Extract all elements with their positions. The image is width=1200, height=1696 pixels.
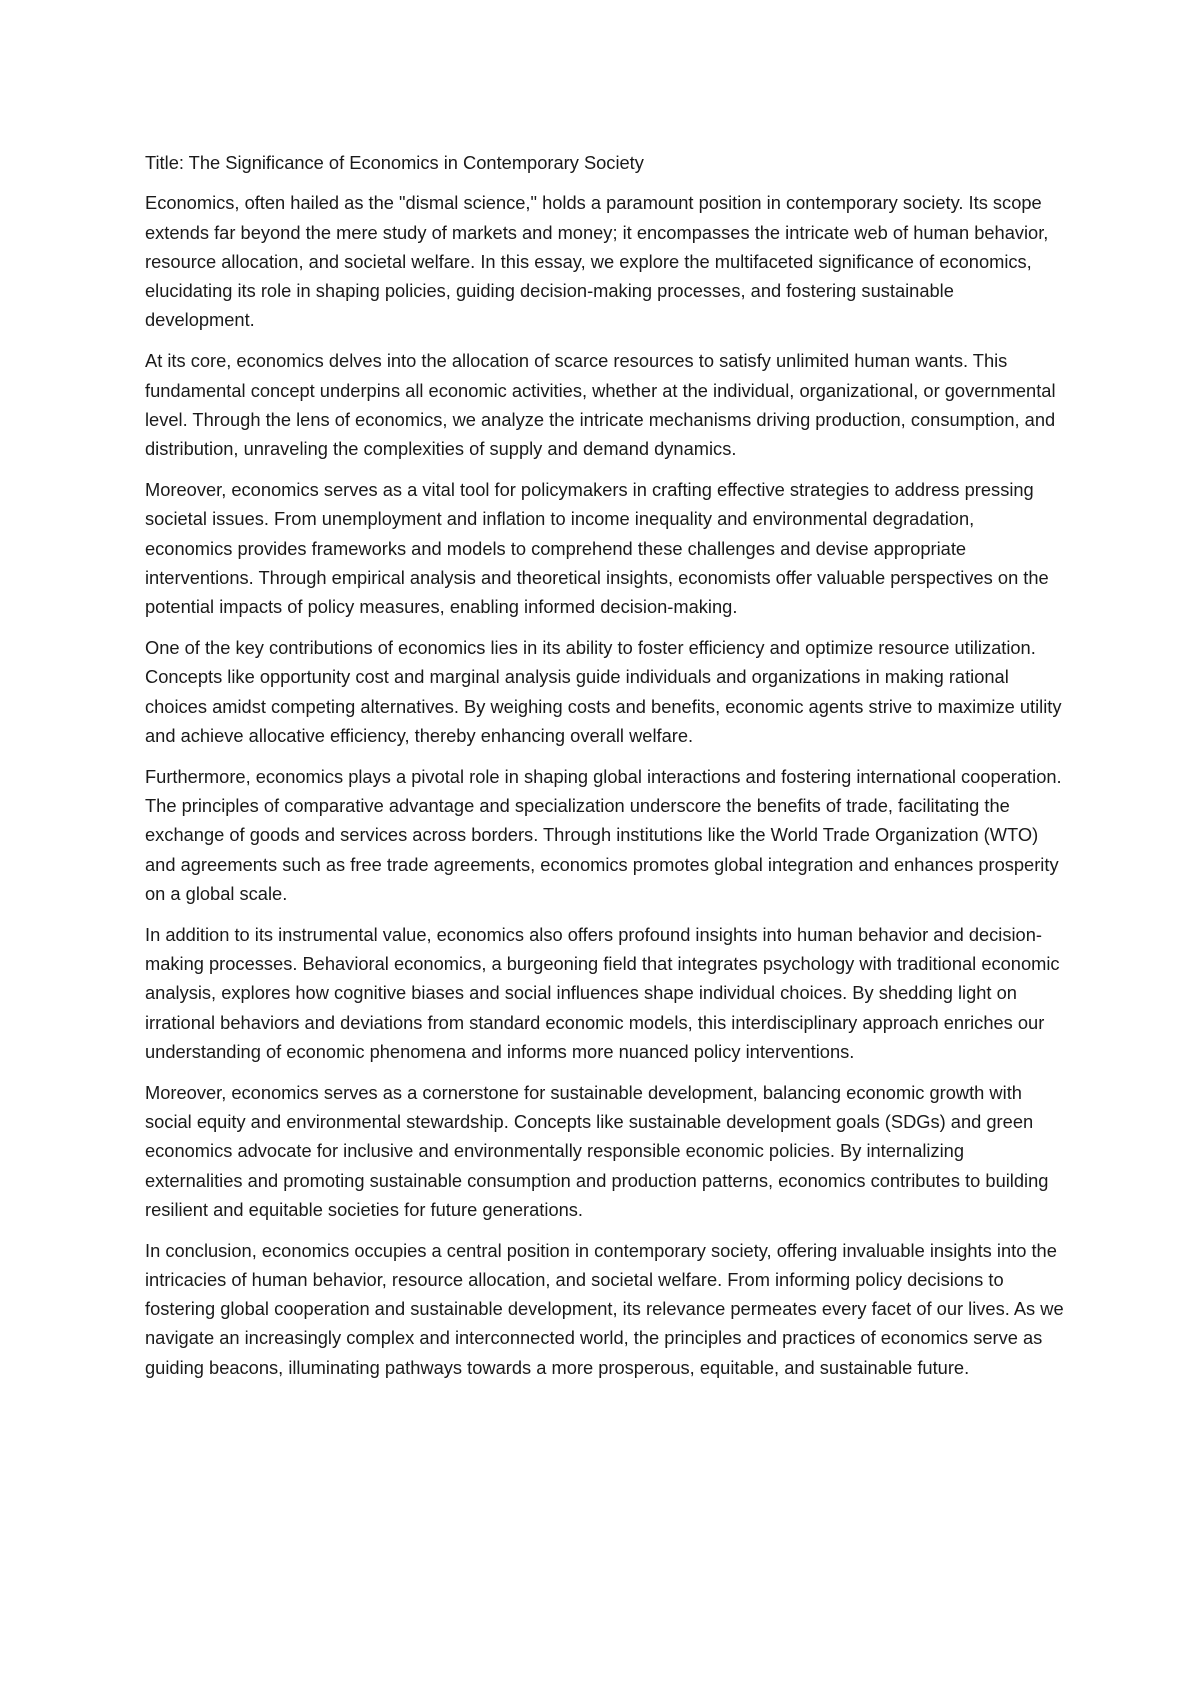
paragraph-behavioral: In addition to its instrumental value, economics also offers profound insights into human behavior and decision-making processes. Behavioral economics, a burgeoning field that integrates psychology with traditional economic analysis, explores how cognitive biases and social influences shape individual choices. By shedding light on irrational behaviors and deviations from standard economic models, this interdisciplinary approach enriches our understanding of economic phenomena and informs more nuanced policy interventions. (145, 923, 1060, 1062)
document-title: Title: The Significance of Economics in Contemporary Society (145, 152, 644, 173)
paragraph-global: Furthermore, economics plays a pivotal role in shaping global interactions and fostering international cooperation. The principles of comparative advantage and specialization underscore the benefits of trade, facilitating the exchange of goods and services across borders. Through institutions like the World Trade Organization (WTO) and agreements such as free trade agreements, economics promotes global integration and enhances prosperity on a global scale. (145, 765, 1062, 904)
paragraph-efficiency: One of the key contributions of economics lies in its ability to foster efficiency and optimize resource utilization. Concepts like opportunity cost and marginal analysis guide individuals and organizations in making rational choices amidst competing alternatives. By weighing costs and benefits, economic agents strive to maximize utility and achieve allocative efficiency, thereby enhancing overall welfare. (145, 636, 1062, 746)
paragraph-intro: Economics, often hailed as the "dismal science," holds a paramount position in contemporary society. Its scope extends far beyond the mere study of markets and money; it encompasses the intricate web of human behavior, resource allocation, and societal welfare. In this essay, we explore the multifaceted significance of economics, elucidating its role in shaping policies, guiding decision-making processes, and fostering sustainable development. (145, 192, 1049, 331)
paragraph-conclusion: In conclusion, economics occupies a central position in contemporary society, offering invaluable insights into the intricacies of human behavior, resource allocation, and societal welfare. From informing policy decisions to fostering global cooperation and sustainable development, its relevance permeates every facet of our lives. As we navigate an increasingly complex and interconnected world, the principles and practices of economics serve as guiding beacons, illuminating pathways towards a more prosperous, equitable, and sustainable future. (145, 1239, 1064, 1378)
paragraph-core: At its core, economics delves into the allocation of scarce resources to satisfy unlimited human wants. This fundamental concept underpins all economic activities, whether at the individual, organizational, or governmental level. Through the lens of economics, we analyze the intricate mechanisms driving production, consumption, and distribution, unraveling the complexities of supply and demand dynamics. (145, 350, 1056, 460)
paragraph-sustainable: Moreover, economics serves as a cornerstone for sustainable development, balancing economic growth with social equity and environmental stewardship. Concepts like sustainable development goals (SDGs) and green economics advocate for inclusive and environmentally responsible economic policies. By internalizing externalities and promoting sustainable consumption and production patterns, economics contributes to building resilient and equitable societies for future generations. (145, 1081, 1049, 1220)
document-body (145, 148, 1065, 1394)
paragraph-policy: Moreover, economics serves as a vital tool for policymakers in crafting effective strategies to address pressing societal issues. From unemployment and inflation to income inequality and environmental degradation, economics provides frameworks and models to comprehend these challenges and devise appropriate interventions. Through empirical analysis and theoretical insights, economists offer valuable perspectives on the potential impacts of policy measures, enabling informed decision-making. (145, 478, 1049, 618)
